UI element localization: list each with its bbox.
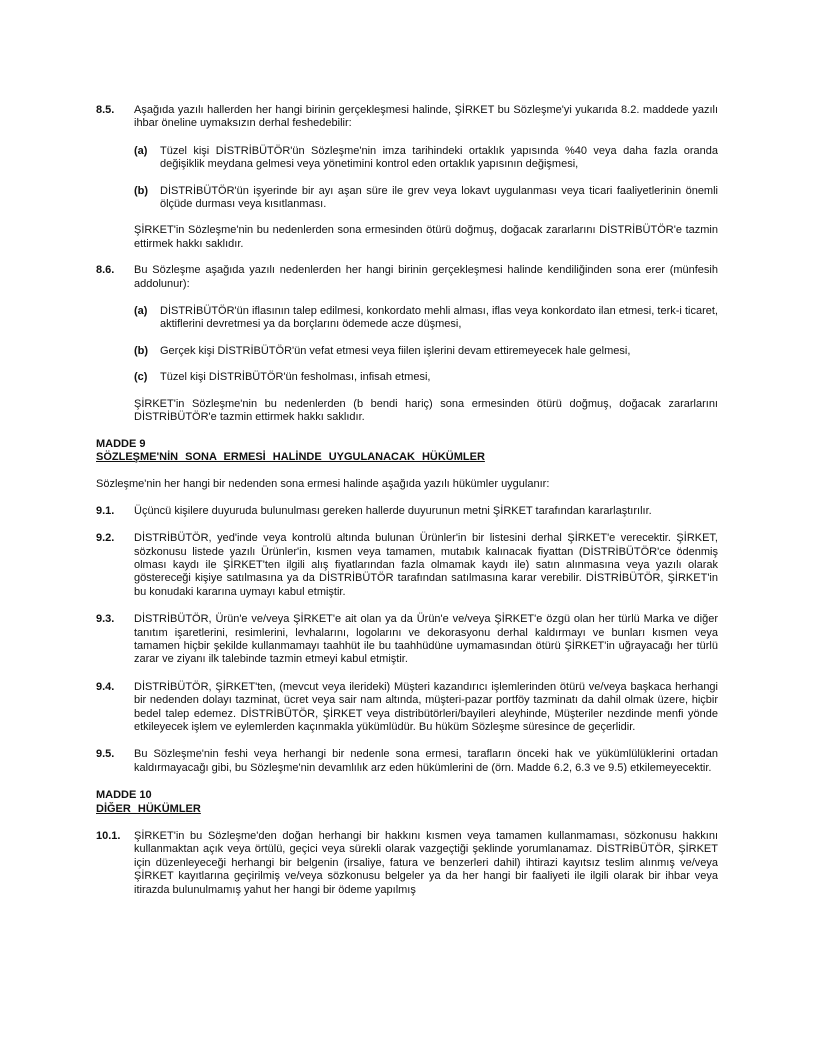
list-item — [134, 371, 718, 384]
clause-text: Bu Sözleşme aşağıda yazılı nedenlerden her hangi birinin gerçekleşmesi halinde kendiliğinden sona erer (münfesih addolunur): — [134, 264, 718, 290]
article-intro: Sözleşme'nin her hangi bir nedenden sona ermesi halinde aşağıda yazılı hükümler uygulanır: — [96, 478, 550, 491]
clause-8-5 — [96, 104, 718, 131]
article-title: SÖZLEŞME'NİN SONA ERMESİ HALİNDE UYGULANACAK HÜKÜMLER — [96, 450, 485, 463]
clause-number: 9.5. — [96, 748, 115, 761]
clause-closing: ŞİRKET'in Sözleşme'nin bu nedenlerden (b bendi hariç) sona ermesinden ötürü doğmuş, doğacak zararlarını DİSTRİBÜTÖR'e tazmin ettirmek hakkı saklıdır. — [134, 397, 718, 424]
item-letter: (a) — [134, 144, 148, 157]
item-text: DİSTRİBÜTÖR'ün iflasının talep edilmesi, konkordato mehli alması, iflas veya konkordato ilan etmesi, terk-i ticaret, aktiflerini devretmesi ya da borçlarını ödemede acze düşmesi, — [160, 305, 718, 331]
clause-number: 9.3. — [96, 613, 115, 626]
document-page — [96, 104, 718, 911]
clause-text: ŞİRKET'in bu Sözleşme'den doğan herhangi bir hakkını kısmen veya tamamen kullanmaması, sözkonusu hakkını kullanmaktan açık veya örtülü, geçici veya sürekli olarak vazgeçtiği şeklinde yorumlanamaz. DİSTRİBÜTÖR, ŞİRKET için düzenleyeceği herhangi bir belgenin (irsaliye, fatura ve benzerleri dahil) ihtirazi kayıtsız teslim alınmış ve/veya ŞİRKET kayıtlarına geçirilmiş ve/veya sözkonusu belgeler ya da her hangi bir faaliyeti ile ilgili olarak bir ihbar veya itirazda bulunulmamış yahut her hangi bir ödeme yapılmış — [134, 830, 718, 896]
item-text: Gerçek kişi DİSTRİBÜTÖR'ün vefat etmesi veya fiilen işlerini devam ettiremeyecek hale gelmesi, — [160, 344, 631, 357]
clause-8-5-items — [134, 145, 718, 251]
clause-9-3 — [96, 613, 718, 667]
item-letter: (c) — [134, 371, 148, 384]
clause-9-1 — [96, 505, 718, 518]
clause-text: Üçüncü kişilere duyuruda bulunulması gereken hallerde duyurunun metni ŞİRKET tarafından kararlaştırılır. — [134, 504, 652, 517]
clause-8-6-items — [134, 305, 718, 424]
clause-number: 8.6. — [96, 264, 115, 277]
clause-number: 8.5. — [96, 104, 115, 116]
clause-number: 9.2. — [96, 532, 115, 545]
item-letter: (b) — [134, 344, 149, 357]
clause-closing: ŞİRKET'in Sözleşme'nin bu nedenlerden sona ermesinden ötürü doğmuş, doğacak zararlarını DİSTRİBÜTÖR'e tazmin ettirmek hakkı saklıdır. — [134, 224, 718, 250]
list-item — [134, 345, 718, 358]
clause-9-2 — [96, 532, 718, 599]
clause-8-6 — [96, 264, 718, 291]
article-title: DİĞER HÜKÜMLER — [96, 802, 201, 815]
item-text: Tüzel kişi DİSTRİBÜTÖR'ün fesholması, infisah etmesi, — [160, 371, 431, 384]
item-letter: (b) — [134, 184, 149, 197]
clause-10-1 — [96, 830, 718, 897]
clause-number: 9.4. — [96, 680, 115, 693]
clause-number: 10.1. — [96, 830, 121, 843]
clause-text: DİSTRİBÜTÖR, ŞİRKET'ten, (mevcut veya ilerideki) Müşteri kazandırıcı işlemlerinden ötürü ve/veya başkaca herhangi bir nedenden dolayı tazminat, ücret veya sair nam altında, müşteri-pazar portföy tazminatı da dahil olmak üzere, hiçbir bedel talep edemez. DİSTRİBÜTÖR, ŞİRKET veya distribütörleri/bayileri aleyhinde, Müşteriler nezdinde menfi yönde etkileyecek işlem ve eylemlerden kaçınmakla yükümlüdür. Bu hüküm Sözleşme süresince de geçerlidir. — [134, 680, 718, 733]
list-item — [134, 145, 718, 172]
clause-text: DİSTRİBÜTÖR, Ürün'e ve/veya ŞİRKET'e ait olan ya da Ürün'e ve/veya ŞİRKET'e özgü olan her türlü Marka ve diğer tanıtım işaretlerini, resimlerini, levhalarını, logolarını ve dekorasyonu derhal kaldırmayı ve bunları kısmen veya tamamen hiçbir şekilde kullanmamayı taahhüt ile bu taahhüdüne uymamasından ötürü ŞİRKET'in uğrayacağı her türlü zarar ve ziyanı ilk talebinde tazmin etmeyi kabul etmiştir. — [134, 613, 718, 666]
clause-9-5 — [96, 748, 718, 775]
clause-number: 9.1. — [96, 504, 115, 517]
item-text: DİSTRİBÜTÖR'ün işyerinde bir ayı aşan süre ile grev veya lokavt uygulanması veya ticari faaliyetlerinin önemli ölçüde durması veya kısıtlanması. — [160, 184, 718, 211]
clause-9-4 — [96, 681, 718, 735]
article-heading: MADDE 10 — [96, 789, 152, 802]
article-heading: MADDE 9 — [96, 437, 146, 450]
list-item — [134, 305, 718, 332]
list-item — [134, 185, 718, 212]
clause-text: Bu Sözleşme'nin feshi veya herhangi bir nedenle sona ermesi, tarafların önceki hak ve yükümlülüklerini ortadan kaldırmayacağı gibi, bu Sözleşme'nin devamlılık arz eden hükümlerini de (örn. Madde 6.2, 6.3 ve 9.5) etkilemeyecektir. — [134, 748, 718, 774]
item-text: Tüzel kişi DİSTRİBÜTÖR'ün Sözleşme'nin imza tarihindeki ortaklık yapısında %40 veya daha fazla oranda değişiklik meydana gelmesi veya yönetimini kontrol eden ortaklık yapısının değişmesi, — [160, 144, 718, 171]
clause-text: DİSTRİBÜTÖR, yed'inde veya kontrolü altında bulunan Ürünler'in bir listesini derhal ŞİRKET'e verecektir. ŞİRKET, sözkonusu listede yazılı Ürünler'in, kısmen veya tamamen, mutabık kalınacak fiyattan (DİSTRİBÜTÖR'ce ödenmiş olması kaydı ile ŞİRKET'ten ilgili alış fiyatlarından fazla olmamak kaydı ile) satın alınmasına veya yazılı olarak göstereceği kişiye satılmasına ya da DİSTRİBÜTÖR tarafından satılmasına karar verebilir. DİSTRİBÜTÖR, ŞİRKET'in bu konudaki kararına uymayı kabul etmiştir. — [134, 532, 718, 598]
clause-text: Aşağıda yazılı hallerden her hangi birinin gerçekleşmesi halinde, ŞİRKET bu Sözleşme'yi yukarıda 8.2. maddede yazılı ihbar öneline uymaksızın derhal feshedebilir: — [134, 104, 718, 130]
item-letter: (a) — [134, 305, 148, 318]
